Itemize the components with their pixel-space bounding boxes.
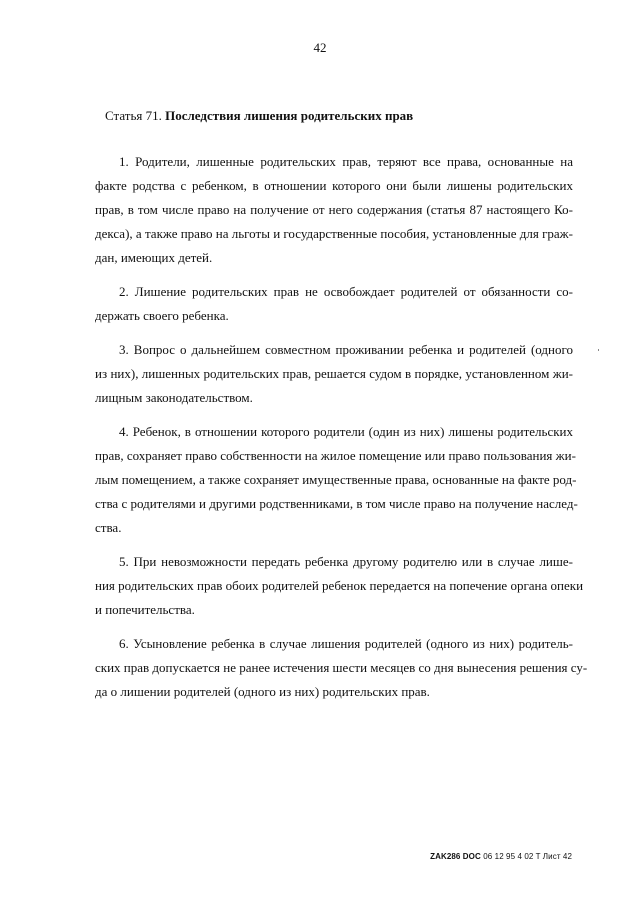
paragraph-line: и попечительства. bbox=[95, 602, 195, 617]
paragraph-line: 1. Родители, лишенные родительских прав, теряют все права, основанные на bbox=[119, 154, 573, 169]
paragraph-line: лым помещением, а также сохраняет имущественные права, основанные на факте род- bbox=[95, 472, 577, 487]
footer-meta: 06 12 95 4 02 T Лист 42 bbox=[483, 852, 572, 861]
paragraph-2 bbox=[95, 280, 573, 328]
paragraph-line: ства с родителями и другими родственниками, в том числе право на получение наслед- bbox=[95, 496, 578, 511]
article-label: Статья 71. bbox=[105, 108, 162, 123]
article-body bbox=[95, 150, 588, 714]
paragraph-line: факте родства с ребенком, в отношении которого они были лишены родительских bbox=[95, 178, 573, 193]
paragraph-line: 6. Усыновление ребенка в случае лишения родителей (одного из них) родитель- bbox=[119, 636, 573, 651]
page-footer bbox=[430, 852, 572, 861]
paragraph-line: из них), лишенных родительских прав, решается судом в порядке, установленном жи- bbox=[95, 366, 573, 381]
paragraph-line: 4. Ребенок, в отношении которого родители (один из них) лишены родительских bbox=[119, 424, 573, 439]
paragraph-line: держать своего ребенка. bbox=[95, 308, 229, 323]
paragraph-line: дан, имеющих детей. bbox=[95, 250, 213, 265]
paragraph-1 bbox=[95, 150, 573, 270]
page-number: 42 bbox=[313, 40, 327, 55]
paragraph-5 bbox=[95, 550, 584, 622]
article-heading bbox=[105, 108, 413, 124]
paragraph-line: ства. bbox=[95, 520, 122, 535]
paragraph-line: ния родительских прав обоих родителей ребенок передается на попечение органа опеки bbox=[95, 578, 584, 593]
paragraph-line: ских прав допускается не ранее истечения шести месяцев со дня вынесения решения су- bbox=[95, 660, 588, 675]
paragraph-line: прав, сохраняет право собственности на жилое помещение или право пользования жи- bbox=[95, 448, 576, 463]
paragraph-4 bbox=[95, 420, 578, 540]
footer-file-code: ZAK286 DOC bbox=[430, 852, 481, 861]
paragraph-line: 5. При невозможности передать ребенка другому родителю или в случае лише- bbox=[119, 554, 573, 569]
paragraph-6 bbox=[95, 632, 588, 704]
paragraph-line: да о лишении родителей (одного из них) родительских прав. bbox=[95, 684, 430, 699]
paragraph-line: лищным законодательством. bbox=[95, 390, 253, 405]
scan-speck bbox=[598, 349, 599, 351]
paragraph-line: декса), а также право на льготы и государственные пособия, установленные для граж- bbox=[95, 226, 573, 241]
paragraph-line: 3. Вопрос о дальнейшем совместном проживании ребенка и родителей (одного bbox=[119, 342, 573, 357]
article-title: Последствия лишения родительских прав bbox=[165, 108, 414, 123]
paragraph-line: 2. Лишение родительских прав не освобождает родителей от обязанности со- bbox=[119, 284, 573, 299]
paragraph-line: прав, в том числе право на получение от него содержания (статья 87 настоящего Ко- bbox=[95, 202, 573, 217]
paragraph-3 bbox=[95, 338, 573, 410]
